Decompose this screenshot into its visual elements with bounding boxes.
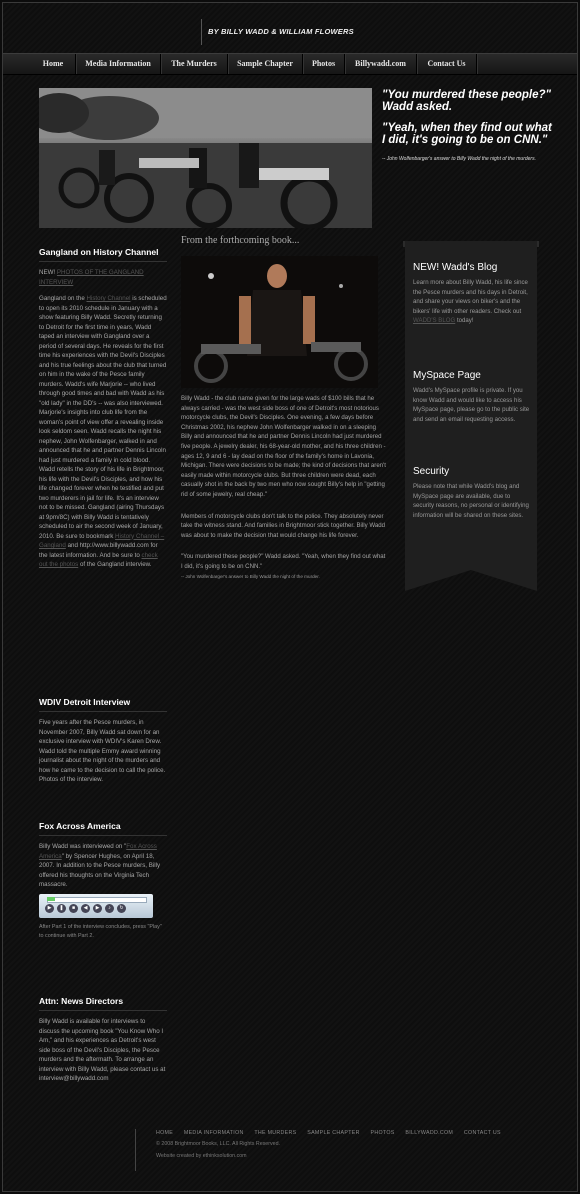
footer-nav: [156, 1130, 510, 1136]
billy-wadd-image: [181, 256, 378, 388]
volume-icon[interactable]: ♪: [105, 904, 114, 913]
news-directors-title: Attn: News Directors: [39, 996, 167, 1011]
gangland-section: [39, 247, 167, 570]
billy-wadd-photo: [181, 256, 378, 388]
audio-player[interactable]: [39, 894, 153, 918]
hero-attribution: -- John Wolfenbarger's answer to Billy Wadd the night of the murders.: [382, 156, 536, 162]
site-brand: BY BILLY WADD & WILLIAM FLOWERS: [201, 19, 354, 45]
play-icon[interactable]: ▶: [45, 904, 54, 913]
hero-quote: [382, 89, 552, 173]
page-frame: [2, 2, 578, 1192]
nav-the-murders[interactable]: The Murders: [161, 54, 228, 74]
pause-icon[interactable]: ❚: [57, 904, 66, 913]
history-channel-gangland-link[interactable]: History Channel – Gangland: [39, 532, 165, 549]
hero-bikers-photo: [39, 88, 372, 228]
nav-contact-us[interactable]: Contact Us: [417, 54, 477, 74]
nav-home[interactable]: Home: [31, 54, 76, 74]
nav-sample-chapter[interactable]: Sample Chapter: [228, 54, 303, 74]
hero-quote-line1: "You murdered these people?" Wadd asked.: [382, 89, 551, 113]
rewind-icon[interactable]: ◀: [81, 904, 90, 913]
player-caption: After Part 1 of the interview concludes, press "Play" to continue with Part 2.: [39, 923, 162, 939]
gangland-text-b: is scheduled to open its 2010 schedule in January with a show featuring Billy Wadd. Secretly returning to Detroit for the first time in years, Wadd taped an interview with Gangland over a period of several days. He reveals for the first time his experiences with the Devil's Disciples and his true feelings about the club that turned on him in the wake of the Pesce family murders. Wadd's wife Marjorie -- who lived through good times and bad with Wadd as his "old lady" in the DD's -- was also interviewed. Marjorie's insights into club life from the woman's point of view offer a revealing inside look seldom seen. Wadd recalls the night his nephew, John Wolfenbarger, walked in and announced that he and partner Dennis Lincoln had just murdered a family in cold blood. Wadd retells the story of his life in Brightmoor, his life with the Devil's Disciples, and how his life changed forever when he testified and put two murderers in jail for life. It's an interview not to be missed. Gangland (airing Thursdays at 9pm/8C) with Billy Wadd is tentatively scheduled to air the second week of January, 2010. Be sure to bookmark: [39, 295, 167, 540]
footer-nav-home[interactable]: HOME: [156, 1130, 174, 1136]
gangland-photos-link[interactable]: PHOTOS OF THE GANGLAND INTERVIEW: [39, 269, 144, 286]
center-paragraph-1: Billy Wadd - the club name given for the large wads of $100 bills that he always carried - was the west side boss of one of Detroit's most notorious motorcycle clubs, the Devil's Disciples. One evening, a few days before Christmas 2002, his nephew John Wolfenbarger walked in on a sleeping Billy and announced that he and partner Dennis Lincoln had just murdered five people. A jewelry dealer, his 68-year-old mother, and his three children - ages 12, 9 and 6 - lay dead on the floor of the family's home in Lavonia, Michigan. There were decisions to be made; the kind of decisions that aren't easily made within motorcycle clubs. But three children were dead, each casually shot in the back by two men who now sought Billy's help in "getting rid of some jewelry, real cheap.": [181, 395, 386, 498]
myspace-title: MySpace Page: [413, 370, 481, 381]
footer-nav-sample-chapter[interactable]: SAMPLE CHAPTER: [307, 1130, 360, 1136]
footer-nav-photos[interactable]: PHOTOS: [370, 1130, 395, 1136]
wdiv-text: Five years after the Pesce murders, in November 2007, Billy Wadd sat down for an exclusive interview with WDIV's Karen Drew. Wadd told the multiple Emmy award winning journalist about the night of the murders and how he came to the decision to call the police. Photos of the interview.: [39, 719, 166, 783]
fox-title: Fox Across America: [39, 821, 167, 836]
fox-text: [39, 842, 167, 890]
gangland-title: Gangland on History Channel: [39, 247, 167, 262]
fox-across-america-link[interactable]: Fox Across America: [39, 843, 157, 860]
news-directors-text: Billy Wadd is available for interviews to discuss the upcoming book "You Know Who I Am," and his experiences as Detroit's west side boss of the Devil's Disciples, the Pesce murders and the aftermath. To arrange an interview with Billy Wadd, please contact us at interview@billywadd.com: [39, 1018, 166, 1082]
forward-icon[interactable]: ▶: [93, 904, 102, 913]
stop-icon[interactable]: ■: [69, 904, 78, 913]
blog-text-a: Learn more about Billy Wadd, his life since the Pesce murders and his days in Detroit, and share your views on biker's and the bikers' life with other readers. Check out: [413, 279, 528, 315]
player-progress-fill: [47, 897, 55, 901]
center-column: [181, 235, 387, 593]
footer-divider: [135, 1129, 136, 1171]
check-out-photos-link[interactable]: check out the photos: [39, 551, 158, 568]
myspace-section: [413, 370, 531, 424]
main-nav: [3, 53, 577, 75]
myspace-text: Wadd's MySpace profile is private. If you know Wadd and would like to access his MySpace page, please go to the public site and send an email requesting access.: [413, 387, 530, 423]
history-channel-link[interactable]: History Channel: [86, 295, 131, 302]
gangland-text-a: Gangland on the: [39, 295, 87, 302]
footer-nav-contact-us[interactable]: CONTACT US: [463, 1130, 501, 1136]
footer-credit[interactable]: Website created by ethinksolution.com: [156, 1153, 247, 1159]
nav-media-information[interactable]: Media Information: [76, 54, 161, 74]
center-paragraph-3: "You murdered these people?" Wadd asked. "Yeah, when they find out what I did, it's going to be on CNN.": [181, 553, 386, 570]
footer-copyright: © 2008 Brightmoor Books, LLC. All Rights Reserved.: [156, 1141, 281, 1147]
security-section: [413, 466, 531, 520]
center-paragraph-2: Members of motorcycle clubs don't talk to the police. They absolutely never take the witness stand. And families in Brightmoor stick together. Billy Wadd was about to make the decision that would change his life forever.: [181, 512, 386, 539]
blog-text-b: today!: [455, 317, 474, 325]
security-text: Please note that while Wadd's blog and MySpace page are available, due to security reasons, no personal or identifying information will be shared on these sites.: [413, 483, 529, 519]
bikers-image: [39, 88, 372, 228]
footer-nav-billywadd[interactable]: BILLYWADD.COM: [405, 1130, 454, 1136]
blog-section: [413, 262, 531, 326]
wadds-blog-link[interactable]: WADD'S BLOG: [413, 317, 456, 325]
hero-quote-line2: "Yeah, when they find out what I did, it's going to be on CNN.": [382, 122, 552, 146]
nav-billywadd[interactable]: Billywadd.com: [345, 54, 417, 74]
gangland-new-line: [39, 268, 167, 287]
blog-text: [413, 278, 531, 326]
gangland-text-d: of the Gangland interview.: [78, 561, 152, 568]
gangland-text: [39, 294, 167, 570]
player-progress-track[interactable]: [47, 897, 147, 903]
nav-photos[interactable]: Photos: [303, 54, 345, 74]
news-directors-section: [39, 996, 167, 1084]
repeat-icon[interactable]: ↻: [117, 904, 126, 913]
player-controls: [45, 904, 126, 913]
new-label: NEW!: [39, 269, 56, 276]
wdiv-section: [39, 697, 167, 785]
center-title: From the forthcoming book...: [181, 235, 300, 246]
center-quote-attribution: -- John Wolfenbarger's answer to Billy Wadd the night of the murder.: [181, 573, 320, 579]
fox-text-a: Billy Wadd was interviewed on ": [39, 843, 127, 850]
fox-section: [39, 821, 167, 942]
footer-nav-the-murders[interactable]: THE MURDERS: [254, 1130, 297, 1136]
fox-text-b: " by Spencer Hughes, on April 18, 2007. In addition to the Pesce murders, Billy offered his thoughts on the Virginia Tech massacre.: [39, 852, 161, 888]
wdiv-title: WDIV Detroit Interview: [39, 697, 167, 712]
blog-title: NEW! Wadd's Blog: [413, 262, 498, 273]
footer-nav-media-information[interactable]: MEDIA INFORMATION: [183, 1130, 244, 1136]
security-title: Security: [413, 466, 450, 477]
gangland-text-c: and http://www.billywadd.com for the latest information. And be sure to: [39, 542, 158, 559]
